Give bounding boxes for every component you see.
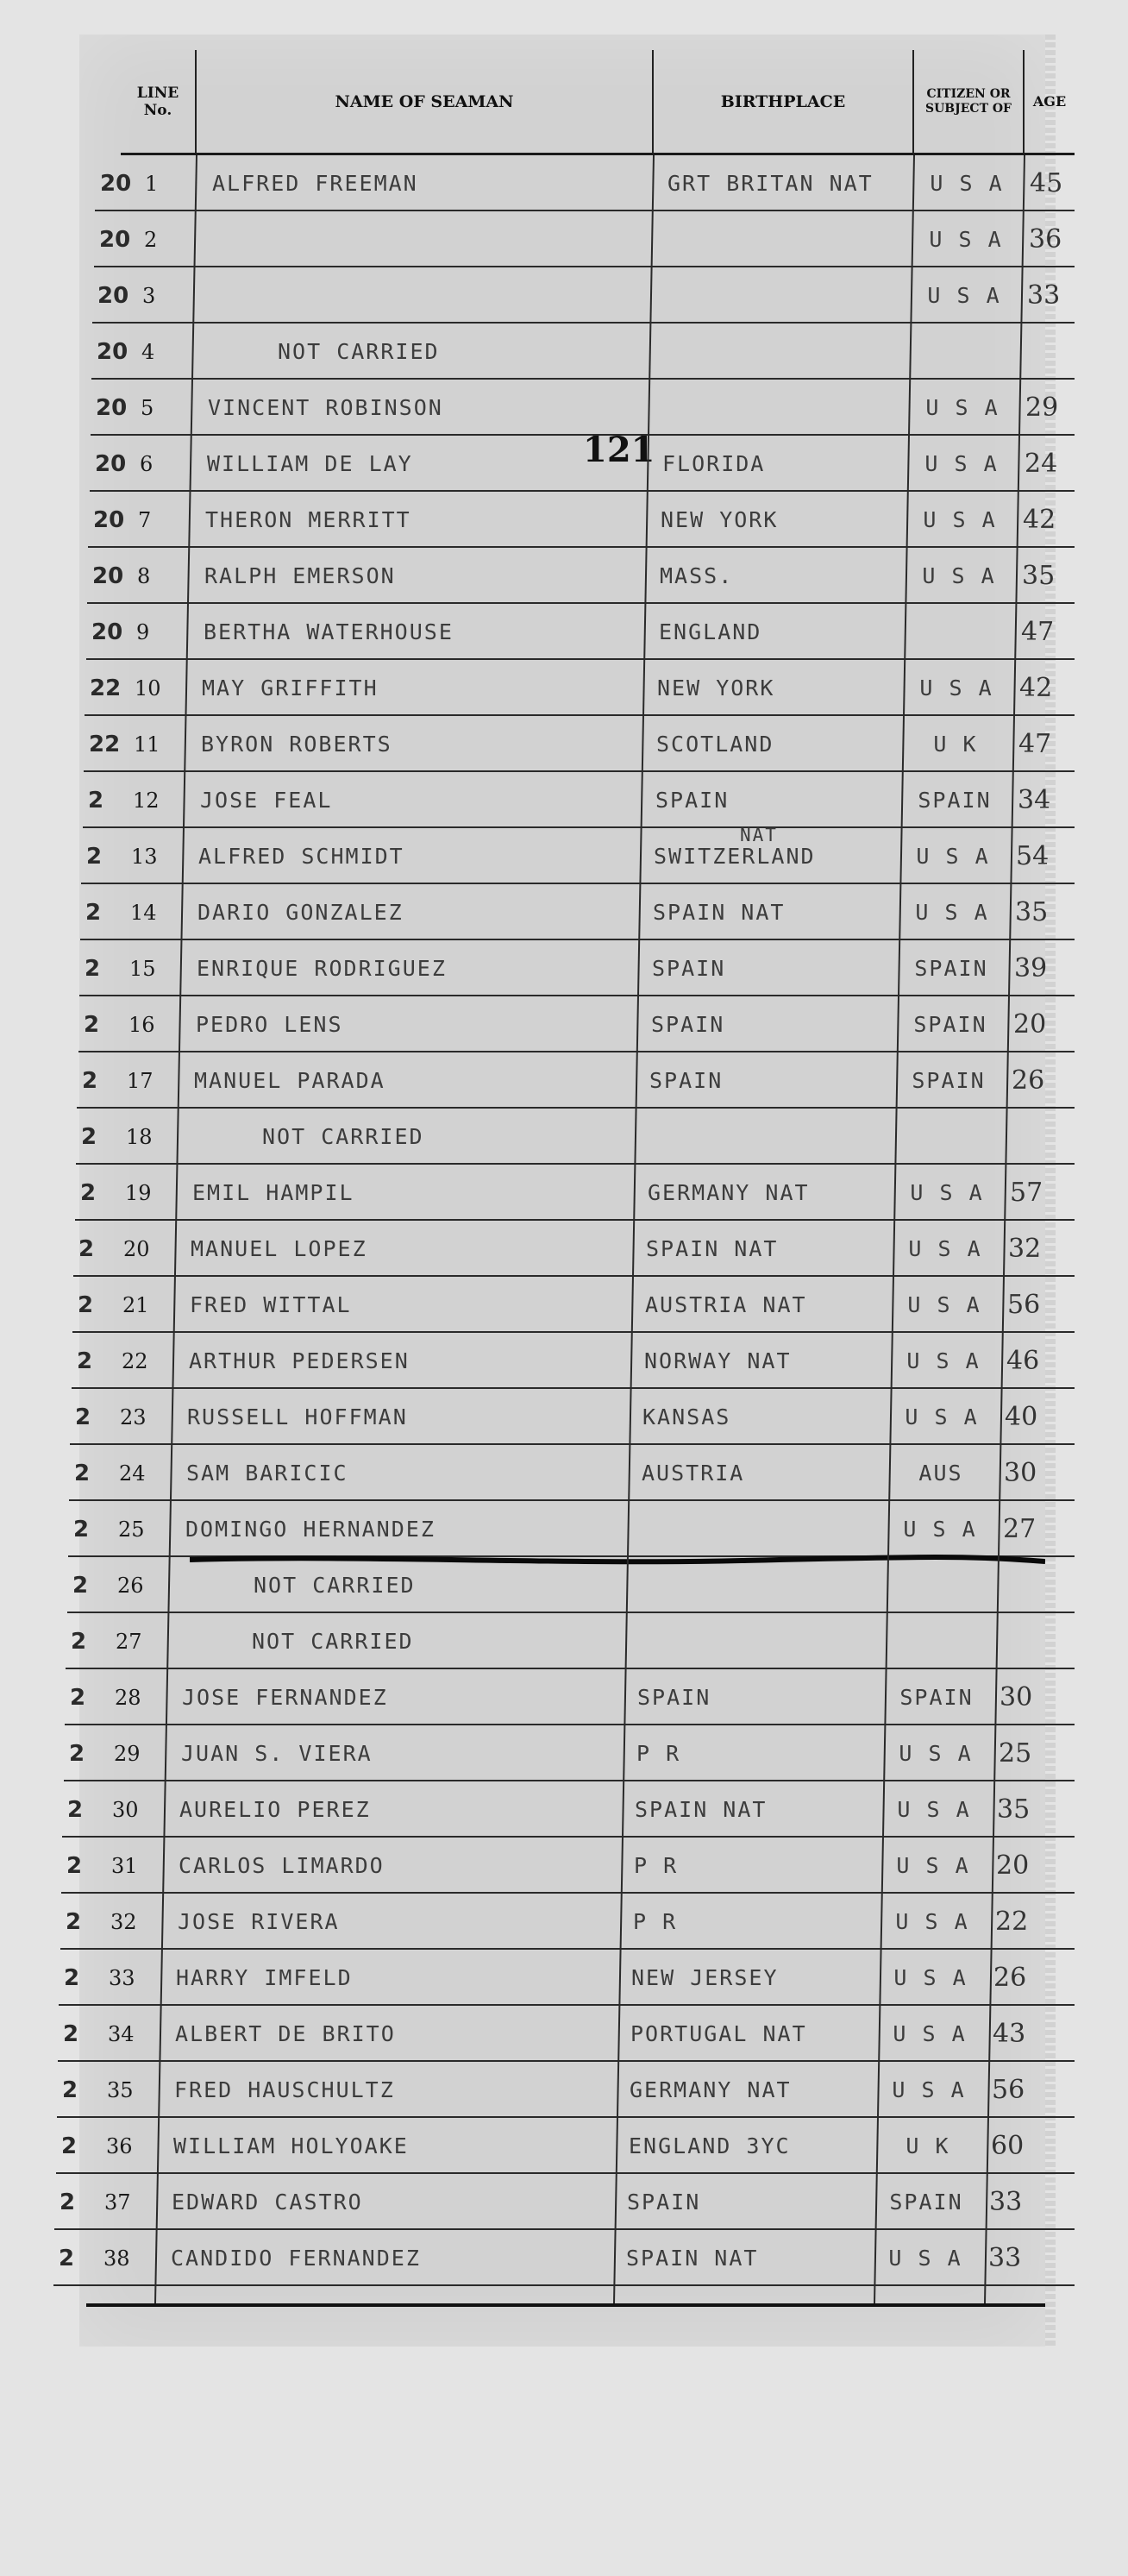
birthplace: P R [633, 1909, 678, 1934]
seaman-name: NOT CARRIED [278, 339, 440, 364]
header-line-no: LINE No. [121, 50, 197, 155]
seaman-name: MANUEL PARADA [194, 1068, 385, 1093]
birthplace: NORWAY NAT [644, 1348, 792, 1373]
line-number: 9 [136, 619, 150, 644]
age: 27 [1003, 1514, 1037, 1544]
line-number: 35 [107, 2077, 134, 2102]
line-prefix: 2 [88, 787, 104, 814]
seaman-name: DOMINGO HERNANDEZ [185, 1517, 436, 1542]
age: 45 [1030, 168, 1063, 198]
seaman-name: FRED HAUSCHULTZ [174, 2077, 395, 2102]
seaman-name: WILLIAM DE LAY [207, 451, 413, 476]
age: 54 [1016, 841, 1050, 871]
age: 36 [1029, 224, 1062, 254]
age: 47 [1021, 617, 1055, 647]
seaman-name: ARTHUR PEDERSEN [189, 1348, 410, 1373]
birthplace: SCOTLAND [656, 732, 774, 757]
line-prefix: 2 [70, 1684, 86, 1711]
seaman-name: ALBERT DE BRITO [175, 2021, 396, 2046]
birthplace: P R [634, 1853, 679, 1878]
citizenship: SPAIN [889, 2190, 963, 2215]
line-prefix: 2 [66, 1852, 83, 1879]
line-prefix: 2 [67, 1796, 84, 1823]
line-number: 30 [112, 1797, 139, 1822]
age: 20 [996, 1850, 1030, 1881]
citizenship: U S A [923, 507, 997, 532]
seaman-name: EDWARD CASTRO [172, 2190, 363, 2215]
birthplace: SPAIN NAT [653, 900, 786, 925]
seaman-name: ALFRED SCHMIDT [198, 844, 404, 869]
age: 33 [1027, 280, 1061, 311]
citizenship: U S A [893, 1965, 968, 1990]
seaman-name: ENRIQUE RODRIGUEZ [197, 956, 447, 981]
age: 39 [1014, 953, 1048, 983]
seaman-name: JUAN S. VIERA [181, 1741, 373, 1766]
citizenship: U S A [888, 2246, 962, 2271]
seaman-name: NOT CARRIED [252, 1629, 414, 1654]
birthplace: AUSTRIA [642, 1461, 745, 1486]
line-number: 34 [108, 2021, 135, 2046]
birthplace: SPAIN [652, 956, 726, 981]
line-prefix: 20 [99, 226, 131, 253]
citizenship: SPAIN [913, 1012, 987, 1037]
line-prefix: 2 [84, 1011, 100, 1038]
citizenship: U S A [930, 171, 1004, 196]
line-prefix: 2 [60, 2189, 76, 2215]
citizenship: SPAIN [912, 1068, 986, 1093]
seaman-name: DARIO GONZALEZ [197, 900, 404, 925]
line-prefix: 2 [78, 1291, 94, 1318]
column-divider [874, 155, 914, 2303]
line-number: 31 [111, 1853, 138, 1878]
line-number: 12 [133, 788, 160, 813]
header-age: AGE [1025, 50, 1075, 155]
citizenship: U K [906, 2133, 950, 2158]
seaman-name: ALFRED FREEMAN [212, 171, 418, 196]
age: 47 [1018, 729, 1052, 759]
seaman-name: NOT CARRIED [262, 1124, 424, 1149]
birthplace: NEW YORK [661, 507, 779, 532]
age: 46 [1006, 1346, 1040, 1376]
header-citizen-or-subject-of: CITIZEN OR SUBJECT OF [914, 50, 1025, 155]
seaman-name: FRED WITTAL [190, 1292, 352, 1317]
seaman-name: NOT CARRIED [254, 1573, 416, 1598]
column-divider [985, 155, 1025, 2303]
line-prefix: 20 [92, 562, 124, 589]
line-prefix: 2 [77, 1348, 93, 1374]
header-birthplace: BIRTHPLACE [654, 50, 914, 155]
age: 30 [1000, 1682, 1033, 1712]
birthplace: FLORIDA [662, 451, 766, 476]
age: 32 [1008, 1234, 1042, 1264]
line-number: 28 [115, 1685, 141, 1710]
line-number: 4 [141, 339, 155, 364]
seaman-name: WILLIAM HOLYOAKE [173, 2133, 409, 2158]
page-number-stamp: 121 [583, 430, 655, 470]
age: 33 [989, 2187, 1023, 2217]
seaman-name: THERON MERRITT [205, 507, 411, 532]
line-prefix: 2 [86, 843, 103, 870]
line-number: 33 [109, 1965, 135, 1990]
seaman-name: MAY GRIFFITH [202, 675, 379, 701]
line-number: 21 [122, 1292, 149, 1317]
age: 57 [1010, 1178, 1043, 1208]
citizenship: U S A [919, 675, 993, 701]
line-prefix: 2 [75, 1404, 91, 1430]
line-number: 37 [104, 2190, 131, 2215]
line-number: 13 [131, 844, 158, 869]
line-number: 17 [127, 1068, 154, 1093]
age: 35 [997, 1794, 1031, 1825]
age: 25 [999, 1738, 1032, 1769]
line-prefix: 20 [100, 170, 132, 197]
birthplace: MASS. [660, 563, 734, 588]
age: 35 [1015, 897, 1049, 927]
line-number: 1 [145, 171, 159, 196]
citizenship: U S A [927, 283, 1001, 308]
line-prefix: 20 [95, 450, 127, 477]
birthplace: SPAIN NAT [626, 2246, 759, 2271]
citizenship: SPAIN [899, 1685, 974, 1710]
line-prefix: 2 [66, 1908, 82, 1935]
header-name-of-seaman: NAME OF SEAMAN [197, 50, 654, 155]
birthplace: P R [636, 1741, 681, 1766]
age: 43 [993, 2019, 1026, 2049]
birthplace: GERMANY NAT [648, 1180, 810, 1205]
citizenship: U S A [893, 2021, 967, 2046]
age: 30 [1004, 1458, 1037, 1488]
line-prefix: 20 [97, 282, 129, 309]
birthplace: NEW JERSEY [631, 1965, 779, 1990]
age: 56 [992, 2075, 1025, 2105]
line-prefix: 2 [59, 2245, 75, 2271]
seaman-name: VINCENT ROBINSON [208, 395, 443, 420]
line-prefix: 2 [78, 1235, 95, 1262]
age: 29 [1025, 393, 1059, 423]
line-prefix: 2 [81, 1123, 97, 1150]
age: 26 [1012, 1065, 1045, 1096]
citizenship: U S A [925, 395, 1000, 420]
citizenship: U S A [924, 451, 999, 476]
citizenship: U S A [910, 1180, 984, 1205]
column-divider [155, 155, 197, 2303]
birthplace: KANSAS [642, 1404, 731, 1429]
line-number: 3 [142, 283, 156, 308]
line-number: 14 [130, 900, 157, 925]
citizenship: U S A [908, 1236, 982, 1261]
birthplace: SPAIN NAT [635, 1797, 768, 1822]
citizenship: U S A [922, 563, 996, 588]
line-number: 8 [137, 563, 151, 588]
citizenship: U S A [915, 900, 989, 925]
citizenship: SPAIN [918, 788, 992, 813]
seaman-name: BYRON ROBERTS [201, 732, 392, 757]
line-prefix: 2 [85, 955, 101, 982]
seaman-name: RALPH EMERSON [204, 563, 396, 588]
line-prefix: 20 [97, 338, 128, 365]
line-prefix: 2 [63, 2020, 79, 2047]
line-number: 18 [126, 1124, 153, 1149]
birthplace: GERMANY NAT [630, 2077, 792, 2102]
line-number: 15 [129, 956, 156, 981]
line-prefix: 22 [89, 731, 121, 757]
line-number: 32 [110, 1909, 137, 1934]
birthplace: GRT BRITAN NAT [667, 171, 874, 196]
line-prefix: 2 [72, 1572, 89, 1599]
seaman-name: CANDIDO FERNANDEZ [171, 2246, 421, 2271]
citizenship: SPAIN [914, 956, 988, 981]
line-number: 10 [135, 675, 161, 701]
birthplace: SPAIN [655, 788, 730, 813]
birthplace: SPAIN [651, 1012, 725, 1037]
age: 34 [1018, 785, 1051, 815]
line-prefix: 2 [61, 2133, 78, 2159]
citizenship: U S A [896, 1853, 970, 1878]
line-prefix: 2 [62, 2077, 78, 2103]
citizenship: AUS [918, 1461, 963, 1486]
line-number: 23 [120, 1404, 147, 1429]
age: 35 [1022, 561, 1056, 591]
age: 42 [1019, 673, 1053, 703]
citizenship: U S A [892, 2077, 966, 2102]
seaman-name: EMIL HAMPIL [192, 1180, 354, 1205]
citizenship: U S A [929, 227, 1003, 252]
age: 26 [993, 1963, 1027, 1993]
citizenship: U S A [897, 1797, 971, 1822]
age: 56 [1007, 1290, 1041, 1320]
birthplace: SPAIN NAT [646, 1236, 779, 1261]
birthplace: AUSTRIA NAT [645, 1292, 807, 1317]
line-number: 38 [103, 2246, 130, 2271]
line-prefix: 2 [64, 1964, 80, 1991]
citizenship: U S A [903, 1517, 977, 1542]
seaman-name: PEDRO LENS [196, 1012, 343, 1037]
line-prefix: 20 [91, 619, 123, 645]
birthplace: SWITZERLAND [654, 844, 816, 869]
seaman-name: CARLOS LIMARDO [179, 1853, 385, 1878]
line-number: 27 [116, 1629, 142, 1654]
birthplace: PORTUGAL NAT [630, 2021, 807, 2046]
line-prefix: 2 [74, 1460, 91, 1486]
citizenship: U S A [906, 1348, 981, 1373]
line-number: 19 [125, 1180, 152, 1205]
citizenship: U K [933, 732, 978, 757]
line-prefix: 20 [96, 394, 128, 421]
citizenship: U S A [895, 1909, 969, 1934]
line-prefix: 2 [69, 1740, 85, 1767]
line-number: 7 [138, 507, 152, 532]
seaman-name: JOSE FEAL [200, 788, 333, 813]
seaman-name: RUSSELL HOFFMAN [187, 1404, 408, 1429]
seaman-name: SAM BARICIC [186, 1461, 348, 1486]
seaman-name: BERTHA WATERHOUSE [204, 619, 454, 644]
line-number: 25 [118, 1517, 145, 1542]
citizenship: U S A [905, 1404, 979, 1429]
line-prefix: 20 [93, 506, 125, 533]
birthplace: SPAIN [637, 1685, 711, 1710]
age: 33 [988, 2243, 1022, 2273]
seaman-name: JOSE RIVERA [178, 1909, 340, 1934]
age: 22 [995, 1907, 1029, 1937]
birthplace-annotation: NAT [740, 825, 778, 845]
citizenship: U S A [907, 1292, 981, 1317]
seaman-name: AURELIO PEREZ [179, 1797, 371, 1822]
line-number: 29 [114, 1741, 141, 1766]
line-prefix: 2 [73, 1516, 90, 1542]
line-prefix: 2 [85, 899, 102, 926]
line-number: 11 [134, 732, 160, 757]
line-number: 5 [141, 395, 154, 420]
line-prefix: 2 [80, 1179, 97, 1206]
birthplace: NEW YORK [657, 675, 775, 701]
seaman-name: JOSE FERNANDEZ [182, 1685, 388, 1710]
line-number: 2 [144, 227, 158, 252]
citizenship: U S A [916, 844, 990, 869]
seaman-name: MANUEL LOPEZ [191, 1236, 367, 1261]
birthplace: ENGLAND [659, 619, 762, 644]
line-number: 24 [119, 1461, 146, 1486]
age: 24 [1025, 449, 1058, 479]
birthplace: SPAIN [627, 2190, 701, 2215]
line-number: 16 [128, 1012, 155, 1037]
age: 60 [991, 2131, 1025, 2161]
birthplace: ENGLAND 3YC [629, 2133, 791, 2158]
age: 40 [1005, 1402, 1038, 1432]
line-prefix: 2 [82, 1067, 98, 1094]
line-number: 6 [140, 451, 154, 476]
column-divider [614, 155, 654, 2303]
line-prefix: 22 [90, 675, 122, 701]
line-number: 20 [123, 1236, 150, 1261]
age: 20 [1013, 1009, 1047, 1040]
citizenship: U S A [899, 1741, 973, 1766]
seaman-name: HARRY IMFELD [176, 1965, 353, 1990]
line-number: 26 [117, 1573, 144, 1598]
line-prefix: 2 [71, 1628, 87, 1655]
line-number: 22 [122, 1348, 148, 1373]
age: 42 [1023, 505, 1056, 535]
birthplace: SPAIN [649, 1068, 724, 1093]
line-number: 36 [106, 2133, 133, 2158]
